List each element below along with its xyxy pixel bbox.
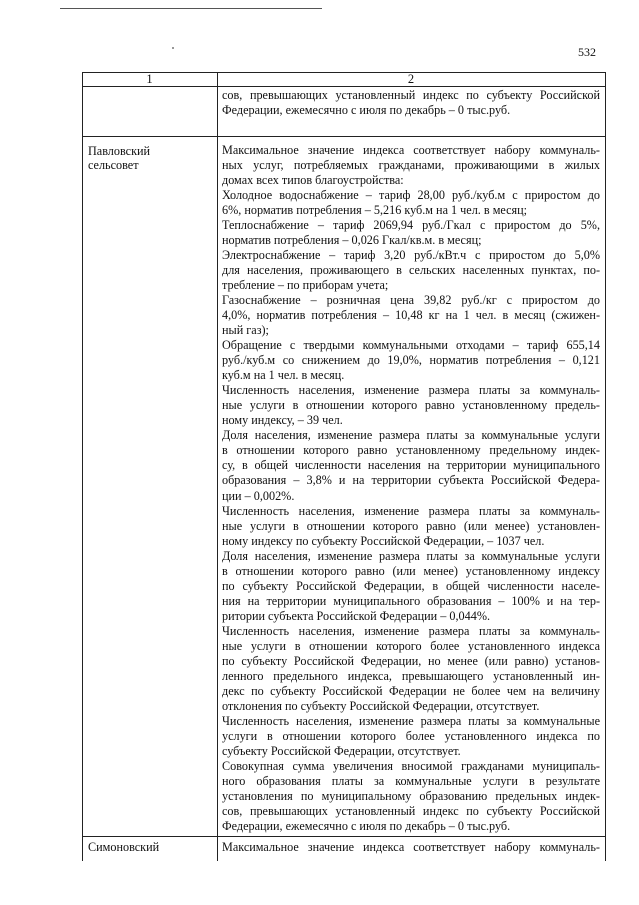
- text-line: Холодное водоснабжение – тариф 28,00 руб./куб.м с приростом до: [222, 188, 600, 203]
- text-line: образования – 3,8% и на территории субъекта Российской Федера-: [222, 473, 600, 488]
- text-line: куб.м на 1 чел. в месяц.: [222, 368, 345, 383]
- scan-edge-line: [60, 8, 322, 9]
- text-line: по субъекту Российской Федерации, но менее (или равно) установ-: [222, 653, 600, 668]
- text-line: ного образования платы за коммунальные услуги в результате: [222, 773, 600, 788]
- text-line: ния на территории муниципального образования – 100% и на тер-: [222, 593, 600, 608]
- text-line: субъекту Российской Федерации, отсутствует.: [222, 743, 461, 758]
- text-line: ному индексу по субъекту Российской Федерации, – 1037 чел.: [222, 533, 545, 548]
- municipality-name: Симоновский: [88, 840, 160, 854]
- text-line: ритории субъекта Российской Федерации – 0,044%.: [222, 608, 491, 623]
- text-line: Численность населения, изменение размера платы за коммуналь-: [222, 623, 600, 638]
- text-line: Совокупная сумма увеличения вносимой гражданами муниципаль-: [222, 758, 600, 773]
- text-line: ные услуги в отношении которого равно (или менее) установлен-: [222, 518, 600, 533]
- text-line: домах всех типов благоустройства:: [222, 173, 404, 188]
- text-line: Максимальное значение индекса соответствует набору коммуналь-: [222, 840, 600, 854]
- text-line: Газоснабжение – розничная цена 39,82 руб./кг с приростом до: [222, 293, 600, 308]
- text-line: ции – 0,002%.: [222, 488, 295, 503]
- text-line: су, в общей численности населения на территории муниципального: [222, 458, 600, 473]
- text-line: Максимальное значение индекса соответствует набору коммуналь-: [222, 143, 600, 157]
- scan-speck: [172, 47, 174, 49]
- text-line: Численность населения, изменение размера платы за коммуналь-: [222, 503, 600, 518]
- municipality-name: Павловский: [88, 144, 151, 158]
- text-line: декс по субъекту Российской Федерации не более чем на величину: [222, 683, 600, 698]
- table-border-right: [605, 72, 606, 861]
- row-divider: [82, 836, 606, 837]
- text-line: ному индексу, – 39 чел.: [222, 413, 343, 428]
- text-line: Доля населения, изменение размера платы за коммунальные услуги: [222, 428, 600, 443]
- page-number: 532: [578, 45, 596, 59]
- table-header-col1: 1: [146, 72, 153, 86]
- text-line: в отношении которого равно (или менее) установленному индексу: [222, 563, 600, 578]
- table-border-left: [82, 72, 83, 861]
- text-line: 6%, норматив потребления – 5,216 куб.м на 1 чел. в месяц;: [222, 203, 528, 218]
- text-line: норматив потребления – 0,026 Гкал/кв.м. в месяц;: [222, 233, 482, 248]
- text-line: руб./куб.м со снижением до 19,0%, норматив потребления – 0,121: [222, 353, 600, 368]
- text-line: сов, превышающих установленный индекс по субъекту Российской: [222, 803, 600, 818]
- text-line: требление – по приборам учета;: [222, 278, 389, 293]
- text-line: Обращение с твердыми коммунальными отходами – тариф 655,14: [222, 338, 600, 353]
- text-line: ные услуги в отношении которого более установленного индекса: [222, 638, 600, 653]
- text-line: в отношении которого равно установленному предельному индек-: [222, 443, 600, 458]
- text-line: Теплоснабжение – тариф 2069,94 руб./Гкал с приростом до 5%,: [222, 218, 600, 233]
- text-line: Электроснабжение – тариф 3,20 руб./кВт.ч с приростом до 5,0%: [222, 248, 600, 263]
- text-line: Федерации, ежемесячно с июля по декабрь – 0 тыс.руб.: [222, 818, 511, 833]
- text-line: сов, превышающих установленный индекс по субъекту Российской: [222, 88, 600, 102]
- text-line: Численность населения, изменение размера платы за коммуналь-: [222, 383, 600, 398]
- text-line: по субъекту Российской Федерации, в общей численности населе-: [222, 578, 600, 593]
- text-line: ленного предельного индекса, превышающего установленный ин-: [222, 668, 600, 683]
- text-line: 4,0%, норматив потребления – 10,48 кг на 1 чел. в месяц (сжижен-: [222, 308, 600, 323]
- text-line: ных услуг, потребляемых гражданами, проживающими в жилых: [222, 158, 600, 173]
- text-line: отклонения по субъекту Российской Федерации, отсутствует.: [222, 698, 540, 713]
- row-divider: [82, 136, 606, 137]
- municipality-name: сельсовет: [88, 158, 139, 172]
- text-line: установления по муниципальному образованию предельных индек-: [222, 788, 600, 803]
- text-line: ный газ);: [222, 323, 269, 338]
- text-line: услуги в отношении которого более установленного индекса по: [222, 728, 600, 743]
- table-header-bottom: [82, 86, 606, 87]
- text-line: ные услуги в отношении которого равно установленному предель-: [222, 398, 600, 413]
- text-line: для населения, проживающего в сельских населенных пунктах, по-: [222, 263, 600, 278]
- table-border-mid: [217, 72, 218, 861]
- text-line: Численность населения, изменение размера платы за коммунальные: [222, 713, 600, 728]
- text-line: Федерации, ежемесячно с июля по декабрь – 0 тыс.руб.: [222, 102, 511, 117]
- table-header-col2: 2: [407, 72, 415, 86]
- text-line: Доля населения, изменение размера платы за коммунальные услуги: [222, 548, 600, 563]
